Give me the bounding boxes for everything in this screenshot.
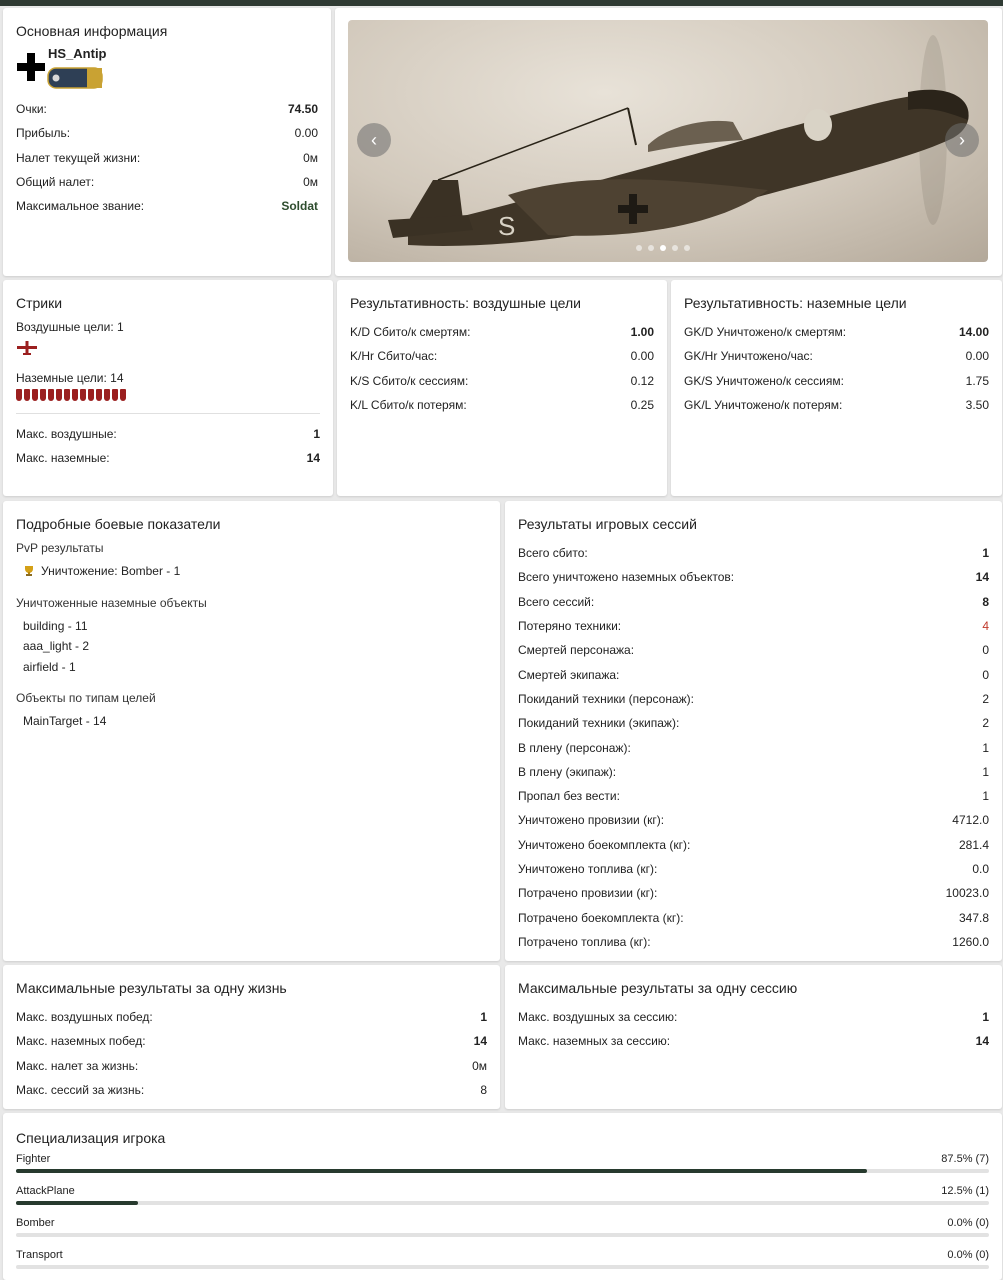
session-row	[518, 590, 989, 614]
session-results-card	[505, 501, 1002, 961]
info-label: Общий налет:	[16, 175, 95, 190]
detailed-stats-card	[3, 501, 500, 961]
max-session-value: 1	[982, 1010, 989, 1025]
ground-streak-label: Наземные цели: 14	[16, 371, 124, 385]
session-label: Потрачено провизии (кг):	[518, 886, 658, 901]
air-performance-card	[337, 280, 667, 496]
session-value: 2	[982, 716, 989, 731]
top-bar	[0, 0, 1003, 6]
ground-perf-label: GK/L Уничтожено/к потерям:	[684, 398, 843, 413]
ground-object-item-text: building - 11	[23, 618, 88, 633]
target-types-title: Объекты по типам целей	[16, 691, 156, 705]
air-perf-row	[350, 369, 654, 393]
aircraft-carousel[interactable]	[348, 20, 988, 262]
specialization-value: 0.0% (0)	[947, 1217, 989, 1229]
session-row	[518, 565, 989, 589]
session-label: Потрачено боекомплекта (кг):	[518, 910, 684, 925]
specialization-bar-fill	[16, 1201, 138, 1205]
specialization-bar-fill	[16, 1169, 867, 1173]
bomb-icon	[56, 389, 62, 401]
info-row	[16, 170, 318, 194]
air-perf-row	[350, 393, 654, 417]
bomb-icon	[32, 389, 38, 401]
streak-value: 1	[313, 427, 320, 442]
pvp-item-text: Уничтожение: Bomber - 1	[41, 564, 181, 579]
specialization-card	[3, 1113, 1002, 1280]
max-session-row	[518, 1005, 989, 1029]
ground-perf-row	[684, 369, 989, 393]
max-session-title: Максимальные результаты за одну сессию	[518, 980, 798, 996]
basic-info-title: Основная информация	[16, 23, 168, 39]
max-session-label: Макс. воздушных за сессию:	[518, 1010, 678, 1025]
air-perf-value: 0.00	[630, 349, 654, 364]
streak-label: Макс. наземные:	[16, 451, 110, 466]
bomb-icon	[64, 389, 70, 401]
air-perf-value: 0.25	[630, 398, 654, 413]
ground-perf-value: 0.00	[965, 349, 989, 364]
ground-perf-value: 14.00	[958, 325, 989, 340]
specialization-list	[16, 1151, 989, 1269]
max-session-card	[505, 965, 1002, 1109]
streak-label: Макс. воздушные:	[16, 427, 117, 442]
pvp-results-list	[16, 561, 487, 582]
info-value: Soldat	[281, 199, 318, 214]
specialization-value: 87.5% (7)	[941, 1153, 989, 1165]
session-value: 0	[982, 643, 989, 658]
carousel-dot[interactable]	[672, 245, 678, 251]
bomb-icon	[24, 389, 30, 401]
air-perf-value: 0.12	[630, 373, 654, 388]
ground-perf-row	[684, 393, 989, 417]
carousel-dot[interactable]	[684, 245, 690, 251]
info-row	[16, 194, 318, 218]
info-value: 0м	[303, 175, 318, 190]
ground-perf-row	[684, 320, 989, 344]
ground-perf-label: GK/Hr Уничтожено/час:	[684, 349, 813, 364]
session-label: Потеряно техники:	[518, 619, 622, 634]
session-label: В плену (персонаж):	[518, 740, 631, 755]
session-value: 1260.0	[952, 934, 989, 949]
pvp-item	[16, 561, 487, 582]
bomb-icon	[16, 389, 22, 401]
iron-cross-icon	[16, 52, 46, 82]
specialization-value: 0.0% (0)	[947, 1249, 989, 1261]
streaks-title: Стрики	[16, 295, 63, 311]
session-label: Пропал без вести:	[518, 789, 620, 804]
specialization-bar-track	[16, 1233, 989, 1237]
bomb-icon	[88, 389, 94, 401]
ground-perf-label: GK/D Уничтожено/к смертям:	[684, 325, 847, 340]
specialization-head	[16, 1215, 989, 1231]
bomb-icon	[112, 389, 118, 401]
session-results-rows	[518, 541, 989, 954]
max-life-row	[16, 1054, 487, 1078]
max-life-title: Максимальные результаты за одну жизнь	[16, 980, 287, 996]
specialization-bar-track	[16, 1201, 989, 1205]
bomb-icon	[120, 389, 126, 401]
session-row	[518, 638, 989, 662]
streaks-card	[3, 280, 333, 496]
session-row	[518, 735, 989, 759]
air-performance-rows	[350, 320, 654, 417]
session-value: 0.0	[972, 862, 989, 876]
specialization-item	[16, 1151, 989, 1173]
specialization-head	[16, 1183, 989, 1199]
ground-perf-label: GK/S Уничтожено/к сессиям:	[684, 373, 844, 388]
session-value: 14	[975, 570, 989, 585]
session-value: 1	[982, 764, 989, 779]
ground-object-item	[16, 657, 487, 678]
aircraft-carousel-card	[335, 8, 1002, 276]
player-line	[16, 48, 318, 89]
specialization-item	[16, 1215, 989, 1237]
bomb-icon	[104, 389, 110, 401]
ground-performance-card	[671, 280, 1002, 496]
rank-badge-icon	[47, 67, 103, 89]
air-perf-value: 1.00	[630, 325, 654, 340]
session-value: 2	[982, 691, 989, 706]
specialization-bar-track	[16, 1169, 989, 1173]
session-row	[518, 857, 989, 881]
target-type-item	[16, 711, 487, 732]
session-value: 347.8	[958, 910, 989, 925]
info-label: Прибыль:	[16, 126, 71, 141]
info-rows	[16, 97, 318, 218]
info-row	[16, 121, 318, 145]
max-life-row	[16, 1005, 487, 1029]
info-label: Максимальное звание:	[16, 199, 145, 214]
detailed-stats-title: Подробные боевые показатели	[16, 516, 221, 532]
session-row	[518, 614, 989, 638]
session-value: 4	[982, 619, 989, 634]
streak-row	[16, 422, 320, 446]
session-label: Потрачено топлива (кг):	[518, 934, 651, 949]
player-name[interactable]: HS_Antip	[48, 46, 107, 61]
max-life-value: 14	[473, 1034, 487, 1049]
bomb-icon	[80, 389, 86, 401]
max-session-value: 14	[975, 1034, 989, 1049]
svg-text:S: S	[498, 211, 516, 241]
divider	[16, 413, 320, 414]
specialization-name: Bomber	[16, 1217, 55, 1229]
carousel-prev-button[interactable]: ‹	[357, 123, 391, 157]
max-life-value: 0м	[472, 1058, 487, 1073]
specialization-name: AttackPlane	[16, 1185, 75, 1197]
carousel-dot[interactable]	[636, 245, 642, 251]
session-label: Уничтожено боекомплекта (кг):	[518, 837, 691, 852]
session-results-title: Результаты игровых сессий	[518, 516, 697, 532]
specialization-head	[16, 1247, 989, 1263]
plane-icon	[16, 340, 38, 356]
session-row	[518, 687, 989, 711]
ground-perf-value: 3.50	[965, 398, 989, 413]
session-row	[518, 711, 989, 735]
bomb-icon	[96, 389, 102, 401]
ground-streak-icons	[16, 389, 320, 401]
session-row	[518, 833, 989, 857]
session-label: Покиданий техники (экипаж):	[518, 716, 680, 731]
max-life-value: 8	[480, 1083, 487, 1098]
basic-info-card	[3, 8, 331, 276]
session-value: 1	[982, 789, 989, 804]
max-life-label: Макс. воздушных побед:	[16, 1010, 153, 1025]
session-row	[518, 905, 989, 929]
air-performance-title: Результативность: воздушные цели	[350, 295, 581, 311]
carousel-indicators	[636, 245, 690, 251]
ground-perf-row	[684, 344, 989, 368]
air-perf-row	[350, 344, 654, 368]
max-life-card	[3, 965, 500, 1109]
session-value: 8	[982, 594, 989, 609]
ground-perf-value: 1.75	[965, 373, 989, 388]
info-row	[16, 97, 318, 121]
specialization-item	[16, 1183, 989, 1205]
ground-object-item-text: airfield - 1	[23, 659, 76, 674]
carousel-next-button[interactable]: ›	[945, 123, 979, 157]
streak-row	[16, 446, 320, 470]
session-label: Уничтожено провизии (кг):	[518, 813, 665, 828]
pvp-results-title: PvP результаты	[16, 541, 104, 555]
session-row	[518, 881, 989, 905]
session-row	[518, 808, 989, 832]
streak-rows	[16, 422, 320, 471]
session-row	[518, 760, 989, 784]
info-value: 74.50	[287, 102, 318, 117]
carousel-dot[interactable]	[660, 245, 666, 251]
max-life-value: 1	[480, 1010, 487, 1025]
air-perf-label: K/Hr Сбито/час:	[350, 349, 438, 364]
session-value: 0	[982, 667, 989, 682]
bomb-icon	[72, 389, 78, 401]
specialization-head	[16, 1151, 989, 1167]
session-label: В плену (экипаж):	[518, 764, 617, 779]
max-session-row	[518, 1029, 989, 1053]
specialization-name: Fighter	[16, 1153, 51, 1165]
carousel-dot[interactable]	[648, 245, 654, 251]
ground-objects-title: Уничтоженные наземные объекты	[16, 595, 207, 610]
ground-object-item	[16, 616, 487, 637]
session-label: Смертей персонажа:	[518, 643, 635, 658]
session-value: 4712.0	[952, 813, 989, 828]
info-value: 0м	[303, 150, 318, 165]
session-row	[518, 662, 989, 686]
max-life-row	[16, 1029, 487, 1053]
max-life-label: Макс. сессий за жизнь:	[16, 1083, 145, 1098]
target-types-list	[16, 711, 487, 732]
air-perf-label: K/S Сбито/к сессиям:	[350, 373, 469, 388]
ground-performance-rows	[684, 320, 989, 417]
session-label: Смертей экипажа:	[518, 667, 620, 682]
streak-value: 14	[306, 451, 320, 466]
session-label: Уничтожено топлива (кг):	[518, 862, 658, 876]
bomb-icon	[40, 389, 46, 401]
session-value: 1	[982, 740, 989, 755]
max-life-label: Макс. налет за жизнь:	[16, 1058, 139, 1073]
info-label: Налет текущей жизни:	[16, 150, 141, 165]
specialization-value: 12.5% (1)	[941, 1185, 989, 1197]
session-row	[518, 930, 989, 954]
ground-object-item-text: aaa_light - 2	[23, 639, 90, 654]
trophy-icon	[23, 565, 35, 577]
specialization-item	[16, 1247, 989, 1269]
session-label: Покиданий техники (персонаж):	[518, 691, 694, 706]
air-perf-label: K/L Сбито/к потерям:	[350, 398, 467, 413]
target-type-item-text: MainTarget - 14	[23, 714, 107, 729]
session-row	[518, 784, 989, 808]
info-label: Очки:	[16, 102, 47, 117]
ground-objects-list	[16, 616, 487, 678]
ground-object-item	[16, 636, 487, 657]
max-session-rows	[518, 1005, 989, 1054]
max-life-rows	[16, 1005, 487, 1102]
session-label: Всего сессий:	[518, 594, 595, 609]
ground-performance-title: Результативность: наземные цели	[684, 295, 907, 311]
session-label: Всего сбито:	[518, 546, 588, 561]
session-value: 10023.0	[945, 886, 989, 901]
max-life-label: Макс. наземных побед:	[16, 1034, 146, 1049]
aircraft-image	[348, 20, 988, 262]
specialization-name: Transport	[16, 1249, 63, 1261]
specialization-title: Специализация игрока	[16, 1130, 166, 1146]
session-row	[518, 541, 989, 565]
max-session-label: Макс. наземных за сессию:	[518, 1034, 671, 1049]
session-value: 1	[982, 546, 989, 561]
session-label: Всего уничтожено наземных объектов:	[518, 570, 735, 585]
max-life-row	[16, 1078, 487, 1102]
info-row	[16, 146, 318, 170]
air-streak-label: Воздушные цели: 1	[16, 320, 124, 334]
bomb-icon	[48, 389, 54, 401]
info-value: 0.00	[294, 126, 318, 141]
air-perf-label: K/D Сбито/к смертям:	[350, 325, 471, 340]
specialization-bar-track	[16, 1265, 989, 1269]
air-perf-row	[350, 320, 654, 344]
session-value: 281.4	[958, 837, 989, 852]
